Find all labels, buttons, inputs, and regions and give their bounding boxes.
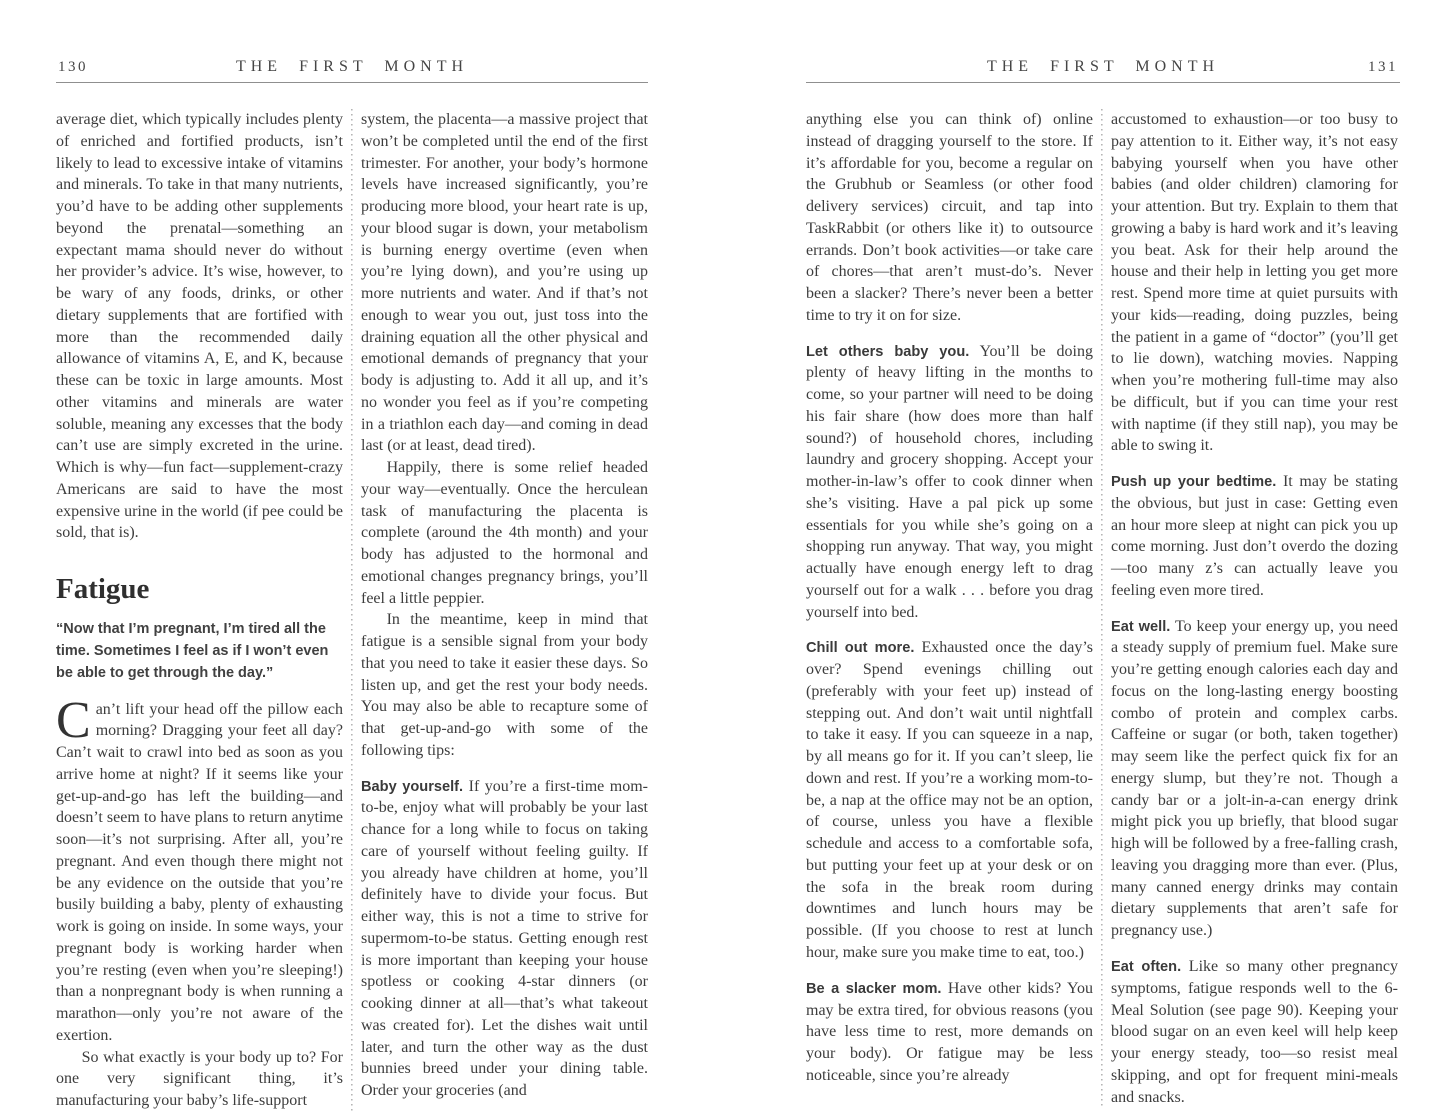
tip-text: You’ll be doing plenty of heavy lifting in the months to come, so your partner will need to be doing his fair share (how does more than half sound?) of household chores, including laundry and grocery shopping. Accept your mother-in-law’s offer to cook dinner when she’s visiting. Have a pal pick up some essentials for you while she’s going on a shopping run anyway. That way, you might actually have enough energy left to drag yourself out for a walk . . . before you drag yourself into bed. xyxy=(806,342,1093,621)
tip-lead: Let others baby you. xyxy=(806,343,970,360)
page-number: 131 xyxy=(1368,59,1398,75)
tip-baby-yourself xyxy=(361,776,648,1102)
section-heading-fatigue: Fatigue xyxy=(56,573,150,605)
tip-eat-well xyxy=(1111,616,1398,942)
page-number: 130 xyxy=(58,59,88,75)
column-left xyxy=(806,109,1093,1108)
paragraph-anything-else: anything else you can think of) online instead of dragging yourself to the store. If it’s affordable for you, become a regular on the Grubhub or Seamless (or other food delivery services) circuit, and tap into TaskRabbit (or others like it) to outsource errands. Don’t book activities—or take care of chores—that aren’t must-do’s. Never been a slacker? There’s never been a better time to try it on for size. xyxy=(806,111,1093,324)
drop-cap: C xyxy=(56,691,91,749)
paragraph-happily: Happily, there is some relief headed your way—eventually. Once the herculean task of manufacturing the placenta is complete (around the 4th month) and your body has adjusted to the hormonal and emotional changes pregnancy brings, you’ll feel a little peppier. xyxy=(361,459,648,607)
tip-lead: Push up your bedtime. xyxy=(1111,474,1277,490)
column-right xyxy=(361,109,648,1112)
column-divider-dotted xyxy=(1093,109,1111,1108)
paragraph-so-what: So what exactly is your body up to? For one very significant thing, it’s manufacturing your baby’s life-support xyxy=(56,1048,343,1110)
book-page-131 xyxy=(806,0,1400,1108)
tip-lead: Baby yourself. xyxy=(361,778,464,795)
tip-text: If you’re a first-time mom-to-be, enjoy what will probably be your last chance for a long while to focus on taking care of yourself without feeling guilty. If you already have children at home, you’ll definitely have to divide your focus. But either way, this is not a time to strive for supermom-to-be status. Getting enough rest is more important than keeping your house spotless or cooking 4-star dinners (or cooking dinner at all—that’s what takeout was created for). Let the dishes wait until later, and turn the other way as the dust bunnies breed under your dining table. Order your groceries (and xyxy=(361,777,648,1100)
paragraph-system: system, the placenta—a massive project that won’t be completed until the end of the first trimester. For another, your body’s hormone levels have increased significantly, you’re producing more blood, your heart rate is up, your blood sugar is down, your metabolism is burning energy overtime (even when you’re lying down), and you’re using up more nutrients and water. And if that’s not enough to wear you out, just toss into the draining equation all the other physical and emotional demands of pregnancy that your body is adjusting to. Add it all up, and it’s no wonder you feel as if you’re competing in a triathlon each day—and coming in dead last (or at least, dead tired). xyxy=(361,111,648,455)
paragraph-cant-lift-text: an’t lift your head off the pillow each morning? Dragging your feet all day? Can’t wait to crawl into bed as soon as you arrive home at night? If it seems like your get-up-and-go has left the building—and doesn’t seem to have plans to return anytime soon—it’s not surprising. After all, you’re pregnant. And even though there might not be any evidence on the outside that you’re busily building a baby, plenty of exhausting work is going on inside. In some ways, your pregnant body is working harder when you’re resting (even when you’re sleeping!) than a nonpregnant body is when running a marathon—only you’re not aware of the exertion. xyxy=(56,700,343,1044)
page-columns xyxy=(56,109,648,1112)
column-left xyxy=(56,109,343,1112)
tip-let-others-baby-you xyxy=(806,341,1093,624)
reader-quote: “Now that I’m pregnant, I’m tired all the time. Sometimes I feel as if I won’t even be able to get through the day.” xyxy=(56,621,329,681)
tip-text: Have other kids? You may be extra tired, for obvious reasons (you have less time to rest, more demands on your body). Or fatigue may be less noticeable, since you’re already xyxy=(806,979,1093,1084)
paragraph-cant-lift xyxy=(56,691,343,1047)
tip-text: To keep your energy up, you need a steady supply of premium fuel. Make sure you’re getting enough calories each day and focus on the long-lasting energy boosting combo of protein and complex carbs. Caffeine or sugar (or both, taken together) may seem like the perfect quick fix for an energy slump, but they’re not. Though a candy bar or a jolt-in-a-can energy drink might pick you up briefly, that blood sugar high will be followed by a free-falling crash, leaving you dragging more than ever. (Plus, many canned energy drinks may contain dietary supplements that aren’t safe for pregnancy use.) xyxy=(1111,617,1398,940)
paragraph-vitamins: average diet, which typically includes plenty of enriched and fortified products, isn’t likely to lead to excessive intake of vitamins and minerals. To take in that many nutrients, you’d have to be adding other supplements beyond the prenatal—something an expectant mama should never do without her provider’s advice. It’s wise, however, to be wary of any foods, drinks, or other dietary supplements that are fortified with more than the recommended daily allowance of vitamins A, E, and K, because these can be toxic in large amounts. Most other vitamins and minerals are water soluble, meaning any excesses that the body can’t use are simply excreted in the urine. Which is why—fun fact—supplement-crazy Americans are said to have the most expensive urine in the world (if pee could be sold, that is). xyxy=(56,111,343,542)
tip-lead: Chill out more. xyxy=(806,640,915,657)
tip-be-a-slacker-mom xyxy=(806,978,1093,1087)
tip-text: Exhausted once the day’s over? Spend evenings chilling out (preferably with your feet up) instead of stepping out. And don’t wait until nightfall to take it easy. If you can squeeze in a nap, by all means go for it. If you can’t sleep, lie down and rest. If you’re a working mom-to-be, a nap at the office may not be an option, of course, unless you have a flexible schedule and access to a comfortable sofa, but putting your feet up at your desk or on the sofa in the break room during downtimes and lunch hours may be possible. (If you choose to rest at lunch hour, make sure you make time to eat, too.) xyxy=(806,639,1094,961)
paragraph-accustomed: accustomed to exhaustion—or too busy to pay attention to it. Either way, it’s not easy babying yourself when you have other babies (and older children) clamoring for your attention. But try. Explain to them that growing a baby is hard work and it’s leaving you beat. Ask for their help around the house and their help in letting you get more rest. Spend more time at quiet pursuits with your kids—reading, doing puzzles, being the patient in a game of “doctor” (you’ll get to lie down), watching movies. Napping when you’re mothering full-time may also be difficult, but if you can time your rest with naptime (if they still nap), you may be able to swing it. xyxy=(1111,111,1398,455)
tip-chill-out-more xyxy=(806,637,1093,963)
running-head-title: THE FIRST MONTH xyxy=(235,58,469,75)
tip-text: It may be stating the obvious, but just in case: Getting even an hour more sleep at night can pick you up come morning. Just don’t overdo the dozing—too many z’s can actually leave you feeling even more tired. xyxy=(1111,473,1398,599)
running-head-title: THE FIRST MONTH xyxy=(986,58,1220,75)
tip-push-up-your-bedtime xyxy=(1111,471,1398,602)
tip-lead: Eat well. xyxy=(1111,618,1171,635)
tip-lead: Be a slacker mom. xyxy=(806,980,942,997)
tip-text: Like so many other pregnancy symptoms, fatigue responds well to the 6-Meal Solution (see page 90). Keeping your blood sugar on an even keel will help keep your energy steady, too—so resist meal skipping, and opt for frequent mini-meals and snacks. xyxy=(1111,957,1399,1106)
book-page-130 xyxy=(56,0,648,1112)
tip-eat-often xyxy=(1111,956,1398,1108)
tip-lead: Eat often. xyxy=(1111,958,1182,975)
paragraph-meantime: In the meantime, keep in mind that fatigue is a sensible signal from your body that you need to take it easier these days. So listen up, and get the rest your body needs. You may also be able to recapture some of that get-up-and-go with some of the following tips: xyxy=(361,611,648,759)
running-header xyxy=(806,58,1400,83)
column-divider-dotted xyxy=(343,109,361,1112)
running-header xyxy=(56,58,648,83)
page-columns xyxy=(806,109,1400,1108)
column-right xyxy=(1111,109,1398,1108)
